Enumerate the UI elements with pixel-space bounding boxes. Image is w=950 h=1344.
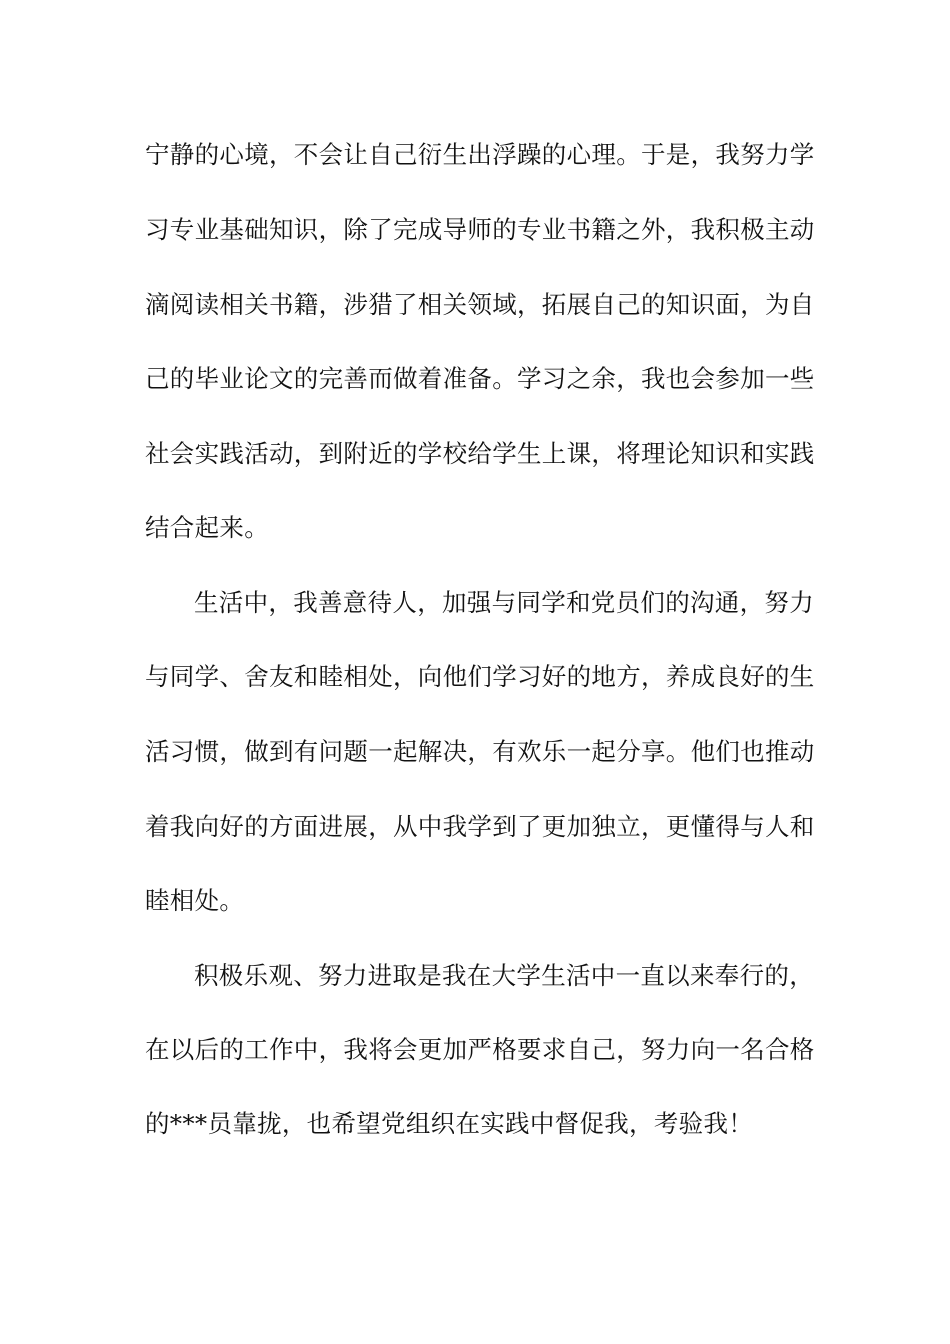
paragraph-1-line-3: 滴阅读相关书籍，涉猎了相关领域，拓展自己的知识面，为自 bbox=[145, 290, 815, 319]
paragraph-1-line-1: 宁静的心境，不会让自己衍生出浮躁的心理。于是，我努力学 bbox=[145, 140, 815, 169]
paragraph-3-line-1: 积极乐观、努力进取是我在大学生活中一直以来奉行的， bbox=[194, 961, 814, 990]
paragraph-1-line-5: 社会实践活动，到附近的学校给学生上课，将理论知识和实践 bbox=[145, 439, 815, 468]
paragraph-1-line-6: 结合起来。 bbox=[145, 513, 269, 542]
paragraph-3-line-3: 的***员靠拢，也希望党组织在实践中督促我，考验我！ bbox=[145, 1109, 754, 1138]
paragraph-2-line-3: 活习惯，做到有问题一起解决，有欢乐一起分享。他们也推动 bbox=[145, 737, 815, 766]
paragraph-3-line-2: 在以后的工作中，我将会更加严格要求自己，努力向一名合格 bbox=[145, 1035, 815, 1064]
paragraph-2-line-4: 着我向好的方面进展，从中我学到了更加独立，更懂得与人和 bbox=[145, 812, 815, 841]
paragraph-2-line-2: 与同学、舍友和睦相处，向他们学习好的地方，养成良好的生 bbox=[145, 662, 815, 691]
paragraph-2-line-5: 睦相处。 bbox=[145, 886, 245, 915]
paragraph-2-line-1: 生活中，我善意待人，加强与同学和党员们的沟通，努力 bbox=[194, 588, 814, 617]
paragraph-1-line-2: 习专业基础知识，除了完成导师的专业书籍之外，我积极主动 bbox=[145, 215, 815, 244]
paragraph-1-line-4: 己的毕业论文的完善而做着准备。学习之余，我也会参加一些 bbox=[145, 364, 815, 393]
